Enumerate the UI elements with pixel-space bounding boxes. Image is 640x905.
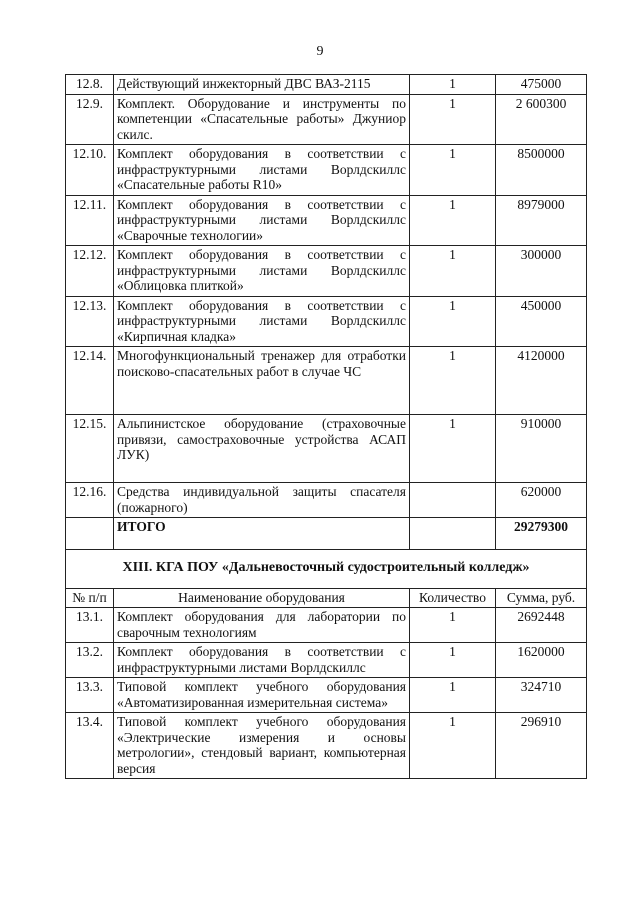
row-quantity: 1: [410, 75, 496, 95]
table-row: [66, 347, 587, 415]
row-name: Действующий инжекторный ДВС ВАЗ-2115: [114, 75, 410, 95]
table-row: [66, 75, 587, 95]
row-quantity: 1: [410, 145, 496, 196]
row-sum: 475000: [496, 75, 587, 95]
row-name: Средства индивидуальной защиты спасателя (пожарного): [114, 483, 410, 518]
row-number: 12.9.: [66, 94, 114, 145]
row-number: 13.1.: [66, 608, 114, 643]
table-row: [66, 678, 587, 713]
section-title-row: [66, 550, 587, 589]
row-number: 13.4.: [66, 713, 114, 779]
row-quantity: 1: [410, 195, 496, 246]
row-name: Комплект оборудования для лаборатории по сварочным технологиям: [114, 608, 410, 643]
row-number: 12.13.: [66, 296, 114, 347]
row-quantity: 1: [410, 678, 496, 713]
header-num: № п/п: [66, 588, 114, 608]
row-quantity: 1: [410, 415, 496, 483]
page-number: 9: [316, 44, 324, 59]
row-name: Комплект оборудования в соответствии с инфраструктурными листами Ворлдскиллс «Спасательные работы R10»: [114, 145, 410, 196]
row-quantity: 1: [410, 246, 496, 297]
row-quantity: 1: [410, 608, 496, 643]
row-quantity: 1: [410, 296, 496, 347]
row-sum: 324710: [496, 678, 587, 713]
row-name: Комплект оборудования в соответствии с инфраструктурными листами Ворлдскиллс: [114, 643, 410, 678]
row-sum: 4120000: [496, 347, 587, 415]
row-quantity: 1: [410, 347, 496, 415]
row-name: Комплект. Оборудование и инструменты по компетенции «Спасательные работы» Джуниор скилс.: [114, 94, 410, 145]
row-name: Типовой комплект учебного оборудования «Электрические измерения и основы метрологии», стендовый вариант, компьютерная версия: [114, 713, 410, 779]
row-name: Многофункциональный тренажер для отработки поисково-спасательных работ в случае ЧС: [114, 347, 410, 415]
total-qty-cell: [410, 518, 496, 550]
row-sum: 2692448: [496, 608, 587, 643]
row-name: Комплект оборудования в соответствии с инфраструктурными листами Ворлдскиллс «Кирпичная кладка»: [114, 296, 410, 347]
row-number: 13.2.: [66, 643, 114, 678]
table-row: [66, 415, 587, 483]
row-sum: 1620000: [496, 643, 587, 678]
row-sum: 620000: [496, 483, 587, 518]
table-row: [66, 195, 587, 246]
table-row: [66, 296, 587, 347]
total-num-cell: [66, 518, 114, 550]
table-row: [66, 608, 587, 643]
row-sum: 8500000: [496, 145, 587, 196]
table-body-section-13: [66, 608, 587, 779]
equipment-table: [65, 74, 587, 779]
row-sum: 300000: [496, 246, 587, 297]
row-name: Комплект оборудования в соответствии с инфраструктурными листами Ворлдскиллс «Сварочные технологии»: [114, 195, 410, 246]
table-row: [66, 94, 587, 145]
total-label: ИТОГО: [114, 518, 410, 550]
row-quantity: 1: [410, 643, 496, 678]
row-number: 12.12.: [66, 246, 114, 297]
row-number: 12.10.: [66, 145, 114, 196]
row-name: Альпинистское оборудование (страховочные привязи, самостраховочные устройства АСАП ЛУК): [114, 415, 410, 483]
row-number: 12.11.: [66, 195, 114, 246]
row-name: Типовой комплект учебного оборудования «Автоматизированная измерительная система»: [114, 678, 410, 713]
row-quantity: [410, 483, 496, 518]
table-row: [66, 643, 587, 678]
header-sum: Сумма, руб.: [496, 588, 587, 608]
row-number: 12.14.: [66, 347, 114, 415]
table-row: [66, 713, 587, 779]
table-row: [66, 145, 587, 196]
total-row: [66, 518, 587, 550]
row-sum: 8979000: [496, 195, 587, 246]
row-number: 12.16.: [66, 483, 114, 518]
table-header-row: [66, 588, 587, 608]
row-sum: 910000: [496, 415, 587, 483]
row-number: 13.3.: [66, 678, 114, 713]
header-name: Наименование оборудования: [114, 588, 410, 608]
row-sum: 450000: [496, 296, 587, 347]
table-row: [66, 483, 587, 518]
table-row: [66, 246, 587, 297]
row-quantity: 1: [410, 713, 496, 779]
section-title: XIII. КГА ПОУ «Дальневосточный судостроительный колледж»: [66, 550, 587, 589]
table-body-section-12: [66, 75, 587, 518]
row-name: Комплект оборудования в соответствии с инфраструктурными листами Ворлдскиллс «Облицовка плиткой»: [114, 246, 410, 297]
row-sum: 2 600300: [496, 94, 587, 145]
total-and-section-body: [66, 518, 587, 608]
row-sum: 296910: [496, 713, 587, 779]
row-number: 12.15.: [66, 415, 114, 483]
total-sum: 29279300: [496, 518, 587, 550]
header-qty: Количество: [410, 588, 496, 608]
row-number: 12.8.: [66, 75, 114, 95]
row-quantity: 1: [410, 94, 496, 145]
